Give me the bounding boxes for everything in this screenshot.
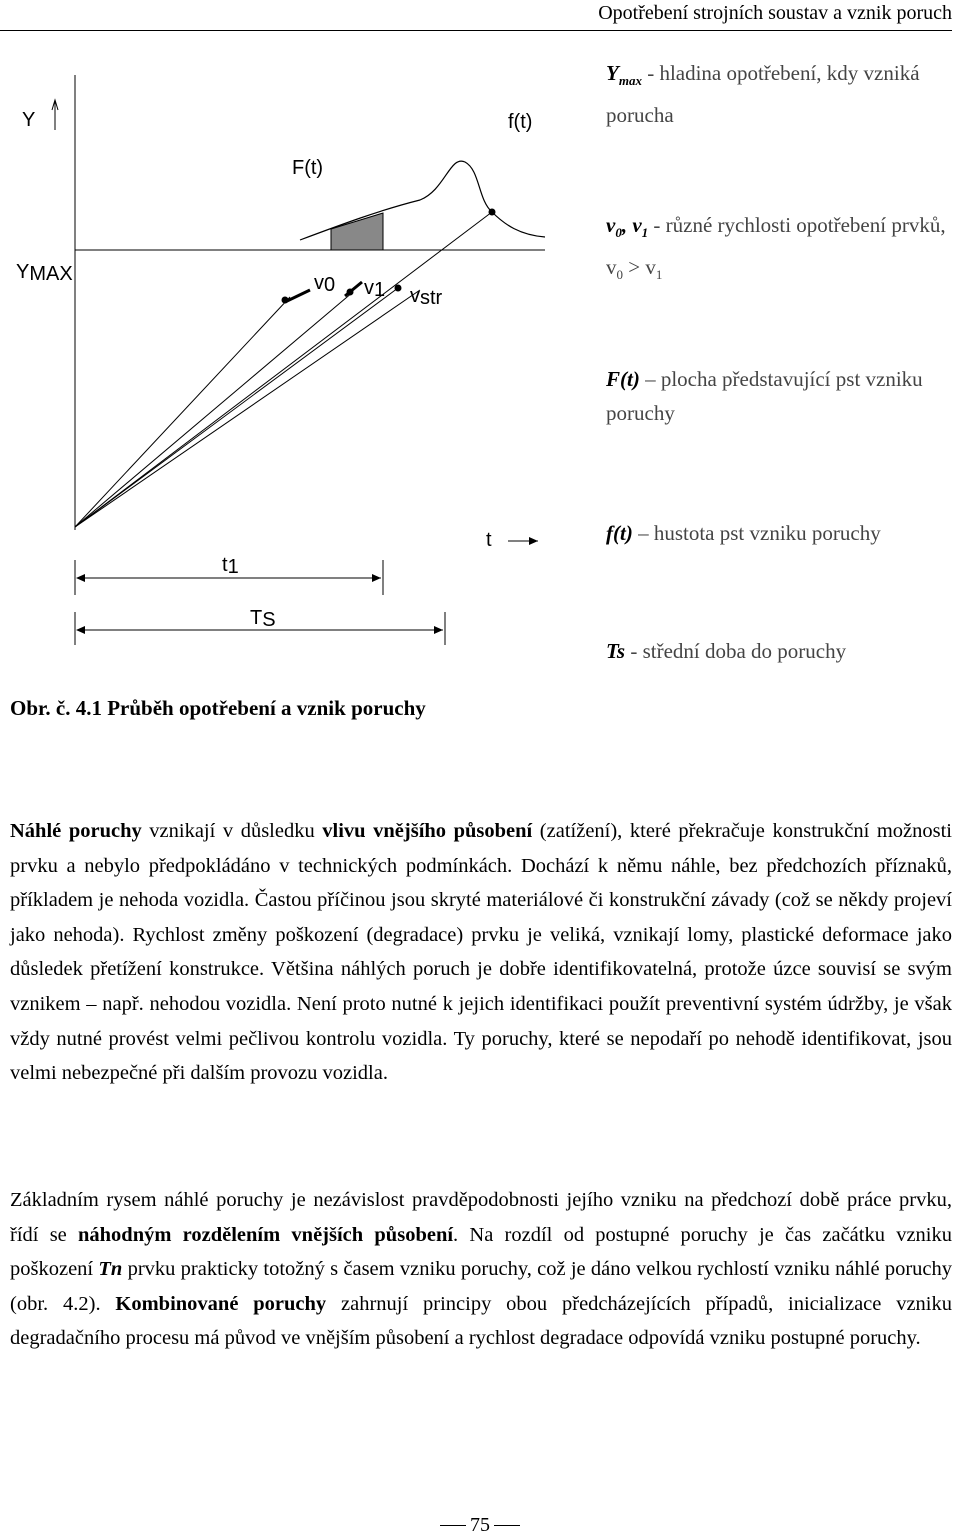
legend-ft: f(t) – hustota pst vzniku poruchy	[606, 521, 881, 545]
legend-ymax: $Y_{max}$ - hladina opotřebení, kdy vzniká porucha	[606, 61, 920, 128]
t1-label: t1	[222, 554, 239, 578]
point-1	[282, 297, 289, 304]
legend-velocities: $v_0$, $v_1$ - různé rychlosti opotřebení prvků, $v_0 > v_1$	[606, 213, 946, 283]
point-2	[347, 289, 354, 296]
t-axis-label: t	[486, 529, 492, 551]
ft-label: f(t)	[508, 111, 533, 133]
wear-lines	[75, 212, 492, 527]
y-axis-arrow	[52, 100, 58, 130]
wear-diagram	[0, 35, 600, 675]
page-header	[0, 0, 952, 31]
paragraph-2: Základním rysem náhlé poruchy je nezávislost pravděpodobnosti jejího vzniku na předchozí době práce prvku, řídí se náhodným rozdělením vnějších působení. Na rozdíl od postupné poruchy je čas začátku vzniku poškození Tn prvku prakticky totožný s časem vzniku poruchy, což je dáno velkou rychlostí vzniku náhlé poruchy (obr. 4.2). Kombinované poruchy zahrnují principy obou předcházejících případů, inicializace vzniku degradačního procesu má původ ve vnějším působení a rychlost degradace odpovídá vzniku postupné poruchy.	[10, 1189, 952, 1350]
legend-Ts: Ts - střední doba do poruchy	[606, 639, 847, 663]
legend-Ft: F(t) – plocha představující pst vzniku poruchy	[606, 367, 923, 425]
paragraph-1: Náhlé poruchy vznikají v důsledku vlivu vnějšího působení (zatížení), které překračuje konstrukční možnosti prvku a nebylo předpokládáno v technických podmínkách. Dochází k němu náhle, bez předchozích příznaků, příkladem je nehoda vozidla. Častou příčinou jsou skryté materiálové či konstrukční závady (což se někdy projeví jako nehoda). Rychlost změny poškození (degradace) prvku je veliká, vznikají lomy, plastické deformace jako důsledek přetížení konstrukce. Většina náhlých poruch je dobře identifikovatelná, protože úzce souvisí se svým vznikem – např. nehodou vozidla. Není proto nutné k jejich identifikaci použít preventivní systém údržby, je však vždy nutné provést velmi pečlivou kontrolu vozidla. Ty poruchy, které se nepodaří po nehodě identifikovat, jsou velmi nebezpečné při dalším provozu vozidla.	[10, 820, 952, 1085]
v1-label: v1	[364, 277, 386, 301]
point-3	[395, 285, 402, 292]
Ft-label: F(t)	[292, 157, 324, 179]
vstr-label: vstr	[410, 285, 443, 309]
v0-label: v0	[314, 272, 336, 296]
wear-line-v1	[75, 292, 353, 527]
wear-line-vstr	[75, 288, 398, 527]
Ts-label: TS	[250, 607, 276, 631]
wear-line-a	[75, 212, 492, 527]
y-axis-label: Y	[22, 109, 36, 131]
page-number: 75	[466, 1514, 494, 1537]
header-title: Opotřebení strojních soustav a vznik poruch	[598, 2, 952, 24]
point-4	[489, 209, 496, 216]
figure-caption: Obr. č. 4.1 Průběh opotřebení a vznik poruchy	[10, 696, 426, 720]
ymax-label: YMAX	[16, 261, 73, 285]
wear-line-b	[75, 290, 420, 527]
v0-marker	[285, 290, 310, 302]
wear-line-v0	[75, 297, 290, 527]
